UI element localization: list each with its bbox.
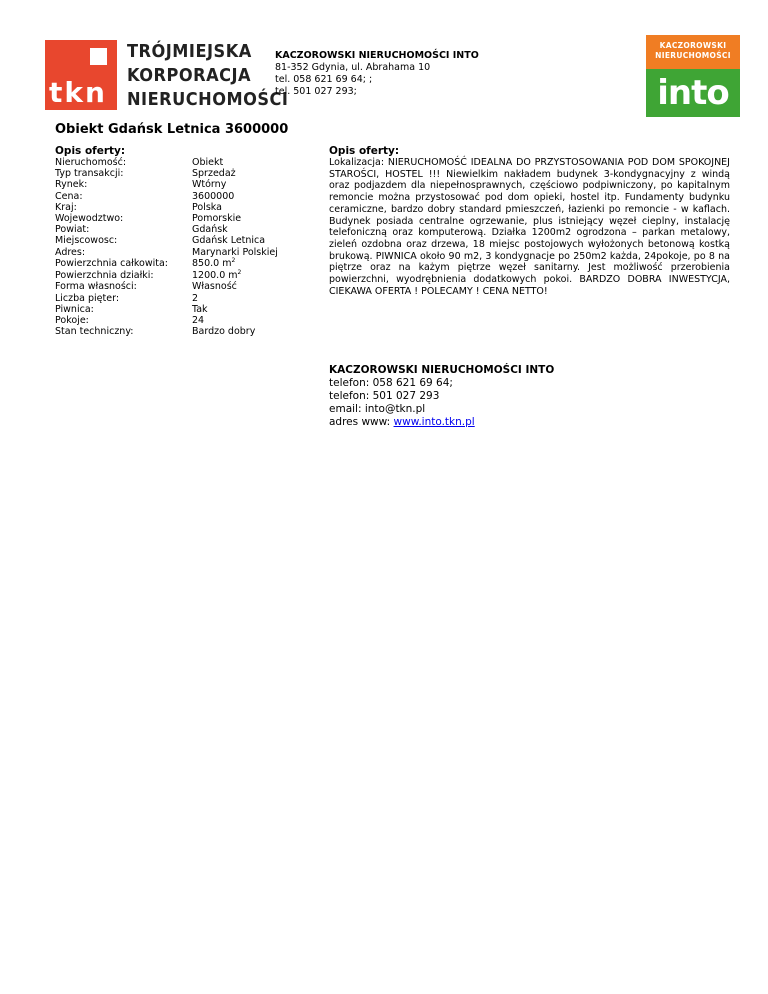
attribute-row (55, 213, 332, 224)
tkn-logo-letters: tkn (49, 76, 107, 109)
attribute-value (192, 202, 332, 213)
attribute-value-text: Gdańsk Letnica (192, 235, 266, 247)
attribute-row (55, 293, 332, 304)
attribute-label: Powiat: (55, 224, 90, 236)
attribute-row (55, 326, 332, 337)
attribute-label: Adres: (55, 246, 86, 258)
attribute-value-text: 850.0 m (192, 257, 232, 269)
attribute-value (192, 179, 332, 190)
attribute-value (192, 293, 332, 304)
header-phone-2: tel. 501 027 293; (275, 86, 357, 97)
attribute-value-text: Wtórny (192, 179, 227, 191)
into-logo (646, 35, 740, 117)
attribute-label: Nieruchomość: (55, 157, 127, 168)
attribute-label: Kraj: (55, 201, 77, 213)
attribute-value-text: Marynarki Polskiej (192, 246, 278, 258)
header-company-name: KACZOROWSKI NIERUCHOMOŚCI INTO (275, 50, 479, 61)
website-link[interactable]: www.into.tkn.pl (393, 416, 475, 428)
logo-square-decoration (90, 48, 107, 65)
contact-email: email: into@tkn.pl (329, 403, 426, 415)
attribute-value (192, 304, 332, 315)
into-logo-top (646, 35, 740, 69)
attribute-value-text: Gdańsk (192, 224, 228, 236)
unit-superscript: 2 (231, 256, 236, 264)
attribute-label: Piwnica: (55, 303, 94, 315)
attribute-value-text: Tak (192, 303, 208, 315)
unit-superscript: 2 (237, 268, 242, 276)
attribute-label: Rynek: (55, 179, 88, 191)
attributes-table (55, 157, 332, 337)
contact-company-name: KACZOROWSKI NIERUCHOMOŚCI INTO (329, 364, 555, 376)
attribute-row (55, 270, 332, 282)
description-heading: Opis oferty: (329, 145, 400, 157)
attribute-value-text: 2 (192, 292, 199, 304)
attribute-row (55, 224, 332, 235)
header-contact (275, 50, 479, 98)
tkn-logo-line-1: TRÓJMIEJSKA (127, 41, 252, 62)
attribute-label: Liczba pięter: (55, 292, 120, 304)
attribute-row (55, 168, 332, 179)
attribute-row (55, 235, 332, 246)
attribute-value (192, 213, 332, 224)
attribute-value (192, 235, 332, 246)
tkn-logo-line-3: NIERUCHOMOŚCI (127, 89, 289, 110)
attribute-value-text: 24 (192, 315, 205, 327)
tkn-logo (45, 40, 289, 112)
page-title: Obiekt Gdańsk Letnica 3600000 (55, 122, 289, 137)
attribute-value-text: 3600000 (192, 190, 235, 202)
attribute-value-text: Sprzedaż (192, 168, 236, 180)
attribute-label: Stan techniczny: (55, 326, 134, 338)
attribute-label: Powierzchnia działki: (55, 269, 154, 281)
attribute-label: Miejscowosc: (55, 235, 118, 247)
attribute-row (55, 281, 332, 292)
attributes-heading: Opis oferty: (55, 145, 126, 157)
into-logo-line-2: NIERUCHOMOŚCI (655, 51, 731, 60)
attribute-row (55, 247, 332, 258)
attribute-row (55, 179, 332, 190)
attribute-row (55, 315, 332, 326)
contact-phone-1: telefon: 058 621 69 64; (329, 377, 453, 389)
attribute-value-text: Pomorskie (192, 213, 242, 225)
attribute-value-text: 1200.0 m (192, 269, 238, 281)
contact-phone-2: telefon: 501 027 293 (329, 390, 440, 402)
attribute-value-text: Własność (192, 281, 237, 293)
into-logo-line-1: KACZOROWSKI (659, 41, 727, 50)
attribute-value (192, 326, 332, 337)
contact-www-label: adres www: (329, 416, 394, 428)
tkn-logo-line-2: KORPORACJA (127, 65, 252, 86)
attribute-value (192, 247, 332, 258)
attribute-label: Pokoje: (55, 315, 89, 327)
attribute-value (192, 157, 332, 168)
attribute-label: Typ transakcji: (55, 168, 124, 180)
attribute-label: Forma własności: (55, 281, 137, 293)
attribute-row (55, 202, 332, 213)
attribute-row (55, 191, 332, 202)
tkn-logo-mark (45, 40, 117, 110)
attribute-row (55, 157, 332, 168)
attribute-value (192, 315, 332, 326)
attribute-value-text: Polska (192, 201, 222, 213)
attribute-value-text: Bardzo dobry (192, 326, 256, 338)
attribute-value (192, 270, 332, 282)
attribute-value (192, 281, 332, 292)
offer-description: Lokalizacja: NIERUCHOMOŚĆ IDEALNA DO PRZYSTOSOWANIA POD DOM SPOKOJNEJ STAROŚCI, HOSTEL !!! Niewielkim nakładem budynek 3-kondygnacyjny z windą oraz podjazdem dla niepełnosprawnych, częściowo podpiwniczony, po kapitalnym remoncie można przystosować pod dom opieki, hostel itp. Fundamenty budynku ceramiczne, bardzo dobry standard pmieszczeń, łazienki po remoncie - w kaflach. Budynek posiada centralne ogrzewanie, plus istniejący węzeł cieplny, instalację telefoniczną oraz komputerową. Działka 1200m2 ogrodzona – parkan metalowy, zieleń ozdobna oraz drzewa, 18 miejsc postojowych wyłożonych betonową kostką brukową. PIWNICA około 90 m2, 3 kondygnacje po 250m2 każda, 24pokoje, po 8 na piętrze oraz na każym piętrze węzeł sanitarny. Jest możliwość przerobienia powierzchni, wyodrębnienia dodatkowych pokoi. BARDZO DOBRA INWESTYCJA, CIEKAWA OFERTA ! POLECAMY ! CENA NETTO! (329, 157, 730, 297)
contact-block (329, 364, 554, 429)
attribute-value-text: Obiekt (192, 157, 224, 168)
attribute-value (192, 168, 332, 179)
attribute-value (192, 258, 332, 270)
header-address: 81-352 Gdynia, ul. Abrahama 10 (275, 62, 431, 73)
attribute-row (55, 258, 332, 270)
contact-www (329, 416, 554, 429)
header-phone-1: tel. 058 621 69 64; ; (275, 74, 373, 85)
attribute-label: Powierzchnia całkowita: (55, 257, 168, 269)
attribute-row (55, 304, 332, 315)
attribute-value (192, 191, 332, 202)
tkn-logo-text (127, 40, 288, 112)
attribute-label: Cena: (55, 190, 83, 202)
attribute-label: Wojewodztwo: (55, 213, 124, 225)
into-logo-word: into (646, 69, 740, 117)
attribute-value (192, 224, 332, 235)
